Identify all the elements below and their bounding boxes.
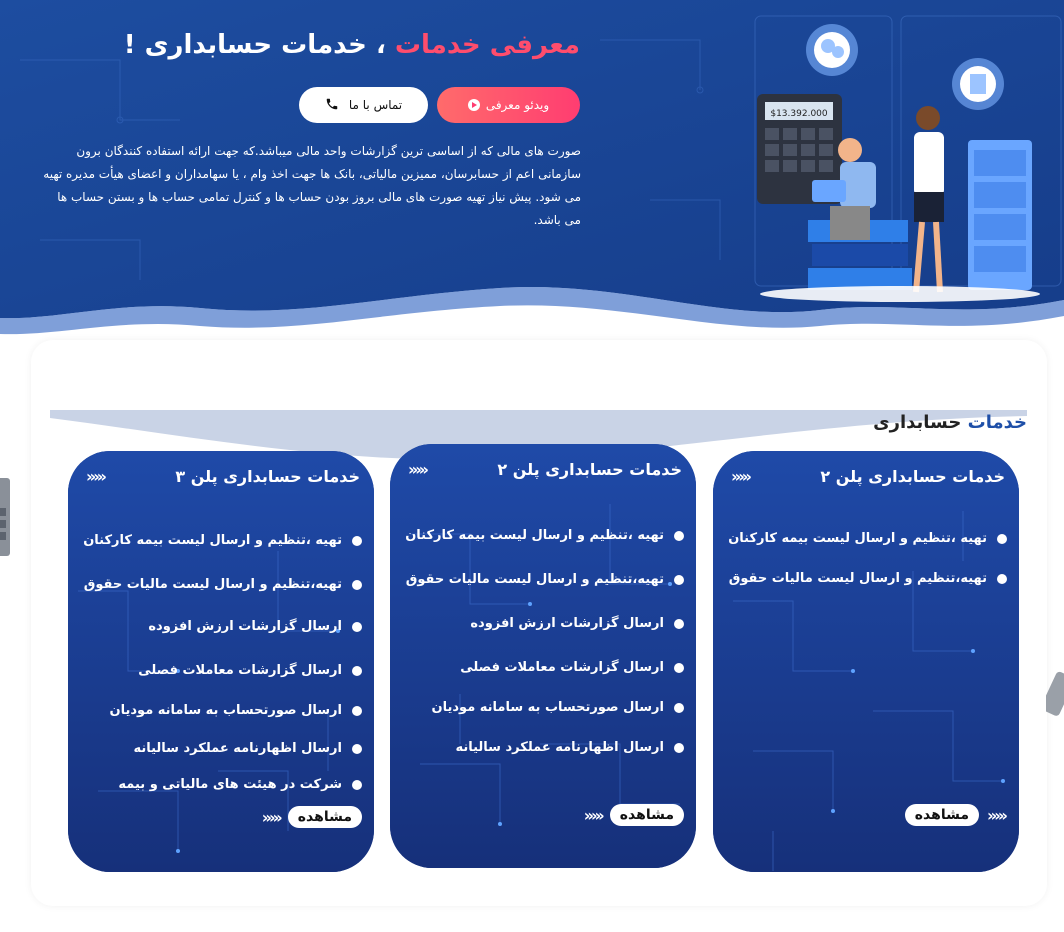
hero-title: [124, 30, 580, 60]
list-item-label: تهیه،تنظیم و ارسال لیست مالیات حقوق: [83, 577, 342, 592]
list-item: [83, 617, 362, 661]
phone-icon: [325, 97, 339, 114]
section-title-accent: خدمات: [967, 412, 1027, 433]
bullet-icon: [352, 666, 362, 676]
list-item: [405, 698, 684, 738]
bullet-icon: [674, 743, 684, 753]
bullet-icon: [674, 575, 684, 585]
list-item: [728, 529, 1007, 569]
list-item: [405, 526, 684, 570]
bullet-icon: [674, 531, 684, 541]
list-item-label: تهیه ،تنظیم و ارسال لیست بیمه کارکنان: [728, 531, 987, 546]
hero-title-accent: معرفی خدمات: [394, 30, 580, 60]
card-footer: [584, 804, 684, 826]
view-button[interactable]: مشاهده: [905, 804, 979, 826]
list-item-label: ارسال گزارشات معاملات فصلی: [460, 660, 664, 675]
list-item-label: ارسال گزارشات ارزش افزوده: [470, 616, 664, 631]
plan-card-1[interactable]: [713, 451, 1019, 872]
list-item-label: تهیه ،تنظیم و ارسال لیست بیمه کارکنان: [83, 533, 342, 548]
section-title-rest: حسابداری: [873, 412, 962, 433]
list-item-label: شرکت در هیئت های مالیاتی و بیمه: [118, 777, 342, 792]
hero-section: [0, 0, 1064, 335]
list-item-label: ارسال صورتحساب به سامانه مودیان: [109, 703, 342, 718]
list-item: [83, 575, 362, 617]
bullet-icon: [997, 574, 1007, 584]
contact-us-button[interactable]: [299, 87, 428, 123]
calculator-icon: [1046, 668, 1064, 718]
card-title: خدمات حسابداری پلن ۲: [497, 460, 682, 479]
hero-description: صورت های مالی که از اساسی ترین گزارشات واحد مالی میباشد.که جهت ارائه استفاده کنندگان برون سازمانی اعم از حسابرسان، ممیزین مالیاتی، بانک ها جهت اخذ وام ، یا سهامداران و اعضای هیأت مدیره تهیه می شود. پیش نیاز تهیه صورت های مالی بروز بودن حساب ها و کنترل تمامی حساب ها و بستن حساب ها می باشد.: [43, 144, 581, 227]
list-item-label: ارسال اظهارنامه عملکرد سالیانه: [133, 741, 342, 756]
bullet-icon: [352, 744, 362, 754]
list-item-label: ارسال گزارشات معاملات فصلی: [138, 663, 342, 678]
bullet-icon: [674, 703, 684, 713]
list-item-label: ارسال گزارشات ارزش افزوده: [148, 619, 342, 634]
list-item-label: تهیه ،تنظیم و ارسال لیست بیمه کارکنان: [405, 528, 664, 543]
arrows-icon: ›››››: [86, 467, 104, 486]
bullet-icon: [674, 663, 684, 673]
video-intro-label: ویدئو معرفی: [485, 98, 550, 112]
list-item: [83, 661, 362, 701]
list-item: [405, 738, 684, 778]
list-item: [405, 614, 684, 658]
hero-title-rest: ، خدمات حسابداری !: [123, 30, 386, 60]
bullet-icon: [352, 536, 362, 546]
card-feature-list: [405, 526, 684, 778]
view-button[interactable]: مشاهده: [288, 806, 362, 828]
list-item: [83, 531, 362, 575]
plan-card-3[interactable]: [68, 451, 374, 872]
list-item: [405, 658, 684, 698]
arrows-icon: ›››››: [987, 805, 1005, 825]
list-item-label: ارسال صورتحساب به سامانه مودیان: [431, 700, 664, 715]
arrows-icon: ›››››: [583, 805, 602, 825]
list-item: [83, 701, 362, 739]
bullet-icon: [997, 534, 1007, 544]
plan-card-2[interactable]: [390, 444, 696, 868]
arrows-icon: ›››››: [408, 460, 426, 479]
list-item: [83, 739, 362, 775]
list-item-label: تهیه،تنظیم و ارسال لیست مالیات حقوق: [728, 571, 987, 586]
card-feature-list: [83, 531, 362, 805]
view-button[interactable]: مشاهده: [610, 804, 684, 826]
card-title: خدمات حسابداری پلن ۲: [820, 467, 1005, 486]
list-item-label: تهیه،تنظیم و ارسال لیست مالیات حقوق: [405, 572, 664, 587]
list-item: [83, 775, 362, 805]
contact-us-label: تماس با ما: [348, 98, 403, 112]
bullet-icon: [352, 706, 362, 716]
bullet-icon: [352, 780, 362, 790]
calculator-icon: [0, 478, 12, 556]
accounting-illustration: [750, 10, 1060, 310]
calculator-display: $13.392.000: [770, 109, 828, 119]
play-icon: [468, 99, 480, 111]
list-item-label: ارسال اظهارنامه عملکرد سالیانه: [455, 740, 664, 755]
list-item: [405, 570, 684, 614]
arrows-icon: ›››››: [731, 467, 749, 486]
bullet-icon: [352, 622, 362, 632]
card-title: خدمات حسابداری پلن ۳: [175, 467, 360, 486]
bullet-icon: [352, 580, 362, 590]
card-feature-list: [728, 529, 1007, 609]
bullet-icon: [674, 619, 684, 629]
card-footer: [262, 806, 362, 828]
list-item: [728, 569, 1007, 609]
arrows-icon: ›››››: [261, 807, 280, 827]
card-footer: [905, 804, 1005, 826]
video-intro-button[interactable]: [437, 87, 580, 123]
section-title: [873, 412, 1027, 433]
